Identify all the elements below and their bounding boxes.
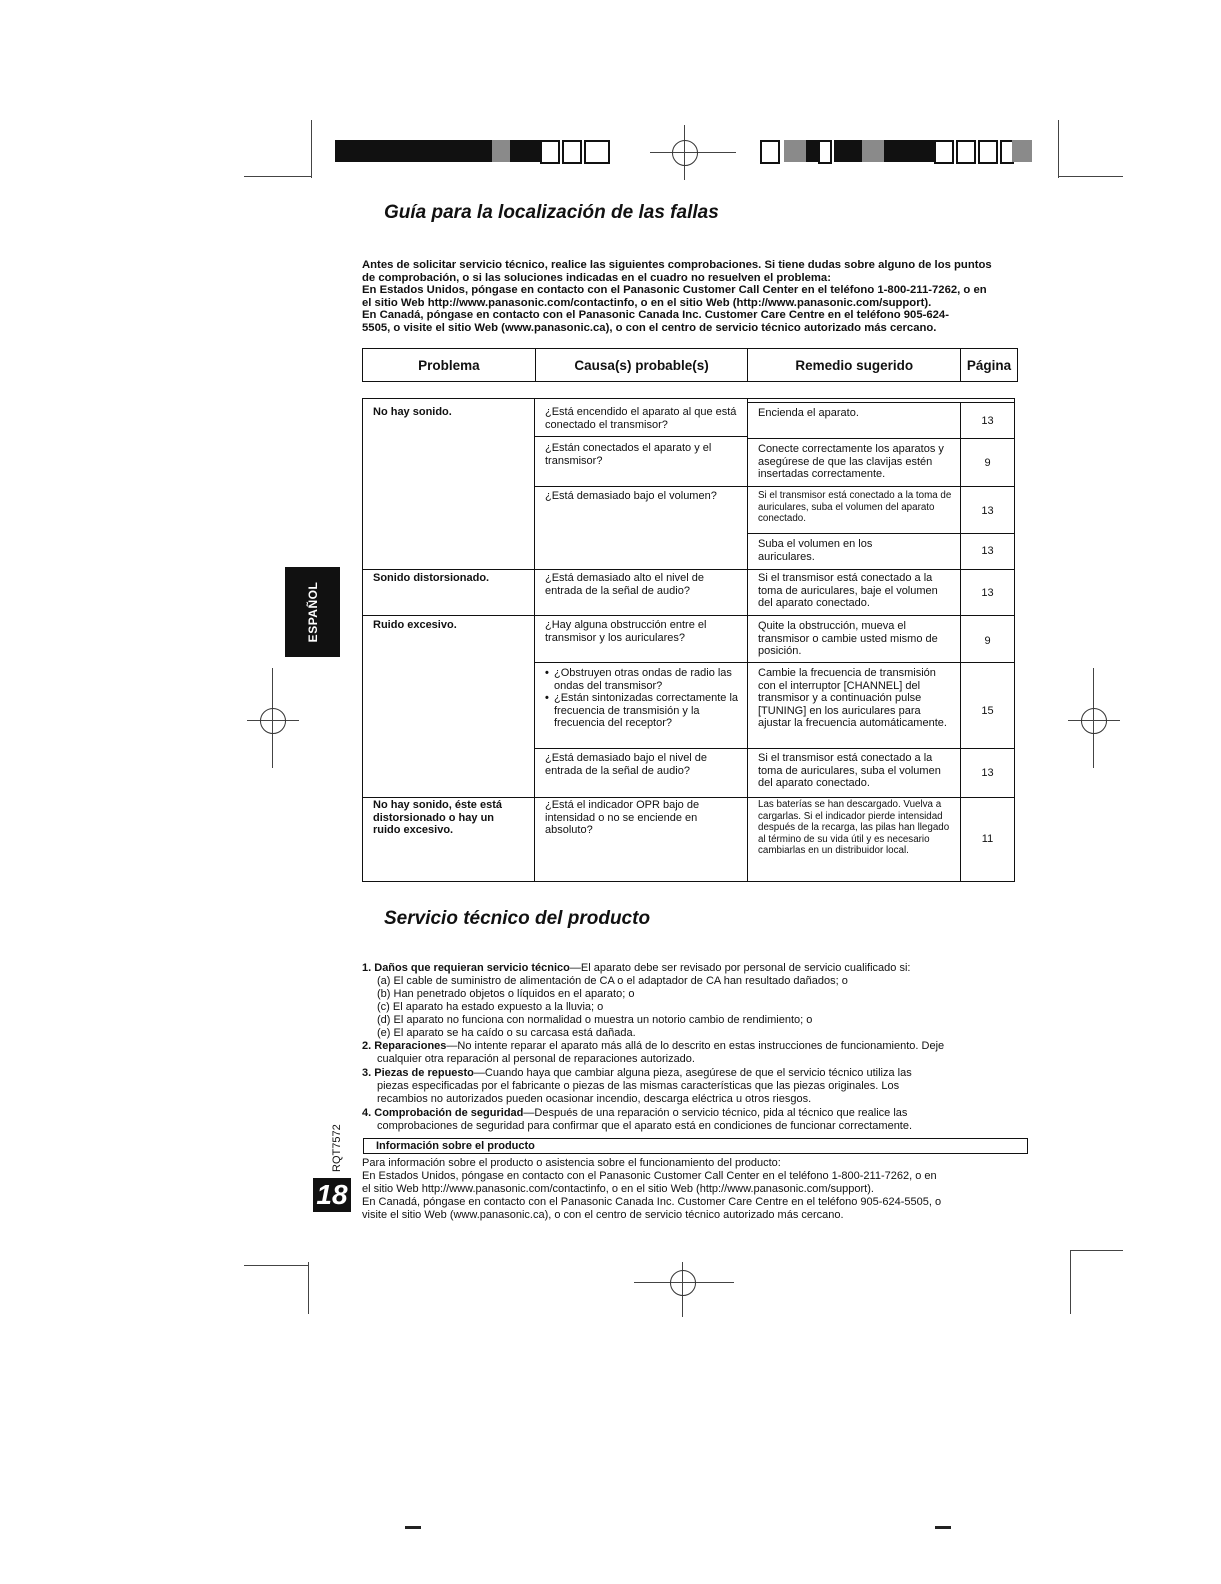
page-number: 18: [313, 1178, 351, 1212]
intro-line: 5505, o visite el sitio Web (www.panasonic.ca), o con el centro de servicio técnico autorizado más cercano.: [362, 321, 937, 334]
language-tab-label: ESPAÑOL: [305, 581, 320, 643]
intro-line: de comprobación, o si las soluciones indicadas en el cuadro no resuelven el problema:: [362, 271, 831, 284]
service-item-1: 1. Daños que requieran servicio técnico—El aparato debe ser revisado por personal de servicio cualificado si:: [362, 962, 911, 974]
remedy-4: Suba el volumen en los auriculares.: [758, 538, 873, 563]
service-item-2-line: cualquier otra reparación al personal de reparaciones autorizado.: [377, 1053, 695, 1065]
service-item-4-line: comprobaciones de seguridad para confirmar que el aparato está en condiciones de funcionar correctamente.: [377, 1120, 913, 1132]
cause-2: ¿Están conectados el aparato y el transmisor?: [545, 442, 712, 467]
sub-item: (d) El aparato no funciona con normalidad o muestra un notorio cambio de rendimiento; o: [377, 1014, 813, 1026]
page-ref: 13: [981, 767, 994, 779]
cause-5: ¿Está demasiado alto el nivel de entrada de la señal de audio?: [545, 572, 704, 597]
remedy-8: Si el transmisor está conectado a la toma de auriculares, suba el volumen del aparato conectado.: [758, 752, 941, 789]
service-item-4: 4. Comprobación de seguridad—Después de una reparación o servicio técnico, pida al técnico que realice las: [362, 1107, 908, 1119]
info-line: Para información sobre el producto o asistencia sobre el funcionamiento del producto:: [362, 1157, 781, 1169]
sub-item: (b) Han penetrado objetos o líquidos en el aparato; o: [377, 988, 635, 1000]
service-item-3-line: recambios no autorizados pueden ocasionar incendio, descarga eléctrica u otros riesgos.: [377, 1093, 812, 1105]
page-title: Guía para la localización de las fallas: [384, 202, 719, 223]
info-line: En Estados Unidos, póngase en contacto con el Panasonic Customer Call Center en el teléfono 1-800-211-7262, o en: [362, 1170, 937, 1182]
problem-distorted: Sonido distorsionado.: [373, 572, 490, 584]
cause-1: ¿Está encendido el aparato al que está conectado el transmisor?: [545, 406, 737, 431]
table-header: [362, 348, 1018, 382]
service-title: Servicio técnico del producto: [384, 908, 651, 929]
sub-item: (c) El aparato ha estado expuesto a la lluvia; o: [377, 1001, 604, 1013]
intro-paragraph: [362, 259, 1017, 334]
intro-line: el sitio Web http://www.panasonic.com/contactinfo, o en el sitio Web (http://www.panasonic.com/support).: [362, 296, 932, 309]
service-item-2: 2. Reparaciones—No intente reparar el aparato más allá de lo descrito en estas instrucciones de funcionamiento. Deje: [362, 1040, 945, 1052]
cause-6: ¿Hay alguna obstrucción entre el transmisor y los auriculares?: [545, 619, 707, 644]
problem-noise: Ruido excesivo.: [373, 619, 457, 631]
cause-bullet: • ¿Obstruyen otras ondas de radio las ondas del transmisor?: [545, 667, 732, 692]
language-tab: [285, 567, 340, 657]
header-pagina: Página: [966, 357, 1012, 373]
header-causa: Causa(s) probable(s): [536, 349, 749, 381]
info-heading: Información sobre el producto: [363, 1138, 1028, 1154]
page-ref: 13: [981, 415, 994, 427]
page-ref: 9: [984, 635, 991, 647]
remedy-6: Quite la obstrucción, mueva el transmisor o cambie usted mismo de posición.: [758, 620, 938, 657]
cause-9: ¿Está el indicador OPR bajo de intensidad o no se enciende en absoluto?: [545, 799, 700, 836]
remedy-2: Conecte correctamente los aparatos y asegúrese de que las clavijas estén insertadas correctamente.: [758, 443, 944, 480]
remedy-9: Las baterías se han descargado. Vuelva a cargarlas. Si el indicador pierde intensidad después de la recarga, las pilas han llegado al término de su vida útil y es necesario cambiarlas en un distribuidor local.: [758, 799, 950, 856]
info-line: En Canadá, póngase en contacto con el Panasonic Canada Inc. Customer Care Centre en el teléfono 905-624-5505, o: [362, 1196, 942, 1208]
remedy-5: Si el transmisor está conectado a la toma de auriculares, baje el volumen del aparato conectado.: [758, 572, 938, 609]
service-item-3-line: piezas especificadas por el fabricante o piezas de las mismas características que las piezas originales. Los: [377, 1080, 900, 1092]
sub-item: (e) El aparato se ha caído o su carcasa está dañada.: [377, 1027, 636, 1039]
service-item-3: 3. Piezas de repuesto—Cuando haya que cambiar alguna pieza, asegúrese de que el servicio técnico utiliza las: [362, 1067, 912, 1079]
remedy-1: Encienda el aparato.: [758, 407, 859, 419]
cause-3: ¿Está demasiado bajo el volumen?: [545, 490, 717, 502]
intro-line: Antes de solicitar servicio técnico, realice las siguientes comprobaciones. Si tiene dudas sobre alguno de los puntos: [362, 259, 992, 271]
cause-8: ¿Está demasiado bajo el nivel de entrada de la señal de audio?: [545, 752, 708, 777]
bottom-mark: [405, 1526, 421, 1529]
bottom-mark: [935, 1526, 951, 1529]
page-ref: 11: [981, 833, 994, 845]
remedy-3: Si el transmisor está conectado a la toma de auriculares, suba el volumen del aparato conectado.: [758, 490, 952, 524]
info-line: el sitio Web http://www.panasonic.com/contactinfo, o en el sitio Web (http://www.panasonic.com/support).: [362, 1183, 874, 1195]
intro-line: En Estados Unidos, póngase en contacto con el Panasonic Customer Call Center en el teléfono 1-800-211-7262, o en: [362, 284, 987, 296]
intro-line: En Canadá, póngase en contacto con el Panasonic Canada Inc. Customer Care Centre en el teléfono 905-624-: [362, 309, 949, 321]
page-ref: 15: [981, 705, 994, 717]
cause-7-bullets: [545, 667, 743, 730]
page-ref: 13: [981, 587, 994, 599]
cause-bullet: • ¿Están sintonizadas correctamente la frecuencia de transmisión y la frecuencia del receptor?: [545, 692, 739, 729]
header-problema: Problema: [363, 349, 536, 381]
page-ref: 13: [981, 545, 994, 557]
page-ref: 13: [981, 505, 994, 517]
header-remedio: Remedio sugerido: [748, 349, 961, 381]
info-line: visite el sitio Web (www.panasonic.ca), o con el centro de servicio técnico autorizado más cercano.: [362, 1209, 844, 1221]
problem-no-sound: No hay sonido.: [373, 406, 452, 418]
sub-item: (a) El cable de suministro de alimentación de CA o el adaptador de CA han resultado dañados; o: [377, 975, 848, 987]
model-code: RQT7572: [331, 1124, 343, 1172]
problem-combined: No hay sonido, éste está distorsionado o hay un ruido excesivo.: [373, 799, 502, 836]
troubleshooting-table: [362, 398, 1015, 882]
remedy-7: Cambie la frecuencia de transmisión con el interruptor [CHANNEL] del transmisor y a continuación pulse [TUNING] en los auriculares para ajustar la frecuencia automáticamente.: [758, 667, 947, 729]
page-ref: 9: [984, 457, 991, 469]
